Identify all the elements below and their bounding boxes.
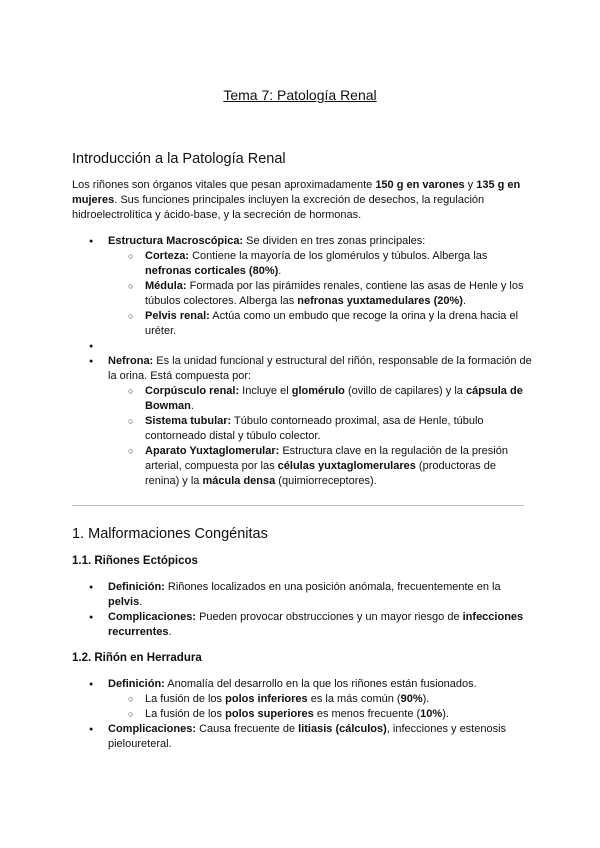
item-text: ). (422, 693, 430, 705)
item-label: Médula: (145, 280, 187, 292)
list-item-nefrona (72, 354, 532, 384)
item-text: La fusión de los (145, 708, 226, 720)
item-text: , infecciones y estenosis pieloureteral. (108, 723, 507, 750)
item-text: (quimiorreceptores). (275, 475, 377, 487)
intro-list (72, 234, 532, 489)
item-text: . (168, 626, 172, 638)
item-text: Se dividen en tres zonas principales: (243, 235, 426, 247)
bold-text: 150 g en varones (375, 179, 465, 191)
list-item-definicion (72, 580, 532, 610)
bold-text: nefronas yuxtamedulares (20%) (297, 295, 463, 307)
item-text: es menos frecuente ( (313, 708, 421, 720)
bold-text: 135 g en mujeres (72, 179, 521, 206)
item-text: ). (442, 708, 449, 720)
item-text: Causa frecuente de (196, 723, 299, 735)
item-label: Definición: (108, 678, 165, 690)
item-text: (productoras de renina) y la (145, 460, 496, 487)
item-label: Complicaciones: (108, 611, 197, 623)
bold-text: cápsula de Bowman (145, 385, 523, 412)
sublist-item-yuxtaglomerular (72, 444, 532, 489)
item-label: Corteza: (145, 250, 190, 262)
item-text: . (462, 295, 466, 307)
item-text: Es la unidad funcional y estructural del riñón, responsable de la formación de la orina. Está compuesta por: (108, 355, 532, 382)
text: . Sus funciones principales incluyen la excreción de desechos, la regulación hidroelectrolítica y ácido-base, y la secreción de hormonas. (72, 194, 485, 221)
item-text: Anomalía del desarrollo en la que los riñones están fusionados. (164, 678, 477, 690)
list-item-definicion (72, 677, 532, 692)
sublist-item-polos-superiores (72, 707, 532, 722)
item-text: . (190, 400, 194, 412)
item-text: Actúa como un embudo que recoge la orina y la drena hacia el uréter. (145, 310, 519, 337)
item-label: Nefrona: (108, 355, 154, 367)
bold-text: polos superiores (225, 708, 314, 720)
item-text: Túbulo contorneado proximal, asa de Henle, túbulo contorneado distal y túbulo colector. (145, 415, 484, 442)
text: Los riñones son órganos vitales que pesan aproximadamente (72, 179, 376, 191)
item-text: . (139, 596, 143, 608)
document-title: Tema 7: Patología Renal (223, 87, 377, 103)
bold-text: 90% (400, 693, 423, 705)
bold-text: glomérulo (291, 385, 345, 397)
horizontal-divider (72, 505, 524, 506)
item-text: Contiene la mayoría de los glomérulos y túbulos. Alberga las (189, 250, 488, 262)
item-text: . (278, 265, 282, 277)
item-text: Estructura clave en la regulación de la presión arterial, compuesta por las (145, 445, 508, 472)
item-label: Pelvis renal: (145, 310, 210, 322)
item-label: Corpúsculo renal: (145, 385, 240, 397)
item-label: Estructura Macroscópica: (108, 235, 244, 247)
item-label: Aparato Yuxtaglomerular: (145, 445, 280, 457)
item-text: (ovillo de capilares) y la (344, 385, 466, 397)
sublist-item-corpusculo (72, 384, 532, 414)
list-item-complicaciones (72, 722, 532, 752)
bold-text: pelvis (108, 596, 140, 608)
bold-text: células yuxtaglomerulares (277, 460, 416, 472)
sublist-item-pelvis (72, 309, 532, 339)
bold-text: mácula densa (202, 475, 276, 487)
text: y (464, 179, 477, 191)
item-text: Formada por las pirámides renales, contiene las asas de Henle y los túbulos colectores. Alberga las (145, 280, 524, 307)
bold-text: infecciones recurrentes (108, 611, 524, 638)
list-item-complicaciones (72, 610, 532, 640)
bold-text: polos inferiores (225, 693, 308, 705)
sublist-item-corteza (72, 249, 532, 279)
item-text: es la más común ( (307, 693, 401, 705)
item-text: Incluye el (239, 385, 292, 397)
item-label: Sistema tubular: (145, 415, 232, 427)
item-label: Definición: (108, 581, 165, 593)
ectopicos-list (72, 580, 532, 640)
bold-text: litiasis (cálculos) (298, 723, 387, 735)
item-text: La fusión de los (145, 693, 226, 705)
section-1-1-heading: 1.1. Riñones Ectópicos (72, 555, 198, 567)
item-text: Riñones localizados en una posición anómala, frecuentemente en la (164, 581, 501, 593)
list-item-empty (72, 339, 532, 354)
sublist-item-medula (72, 279, 532, 309)
bold-text: 10% (420, 708, 443, 720)
sublist-item-polos-inferiores (72, 692, 532, 707)
intro-paragraph (72, 178, 530, 223)
item-text: Pueden provocar obstrucciones y un mayor riesgo de (196, 611, 463, 623)
herradura-list (72, 677, 532, 752)
section-1-2-heading: 1.2. Riñón en Herradura (72, 652, 202, 664)
intro-heading: Introducción a la Patología Renal (72, 151, 286, 167)
bold-text: nefronas corticales (80%) (145, 265, 279, 277)
list-item-macro (72, 234, 532, 249)
sublist-item-tubular (72, 414, 532, 444)
item-label: Complicaciones: (108, 723, 197, 735)
section-1-heading: 1. Malformaciones Congénitas (72, 526, 268, 542)
